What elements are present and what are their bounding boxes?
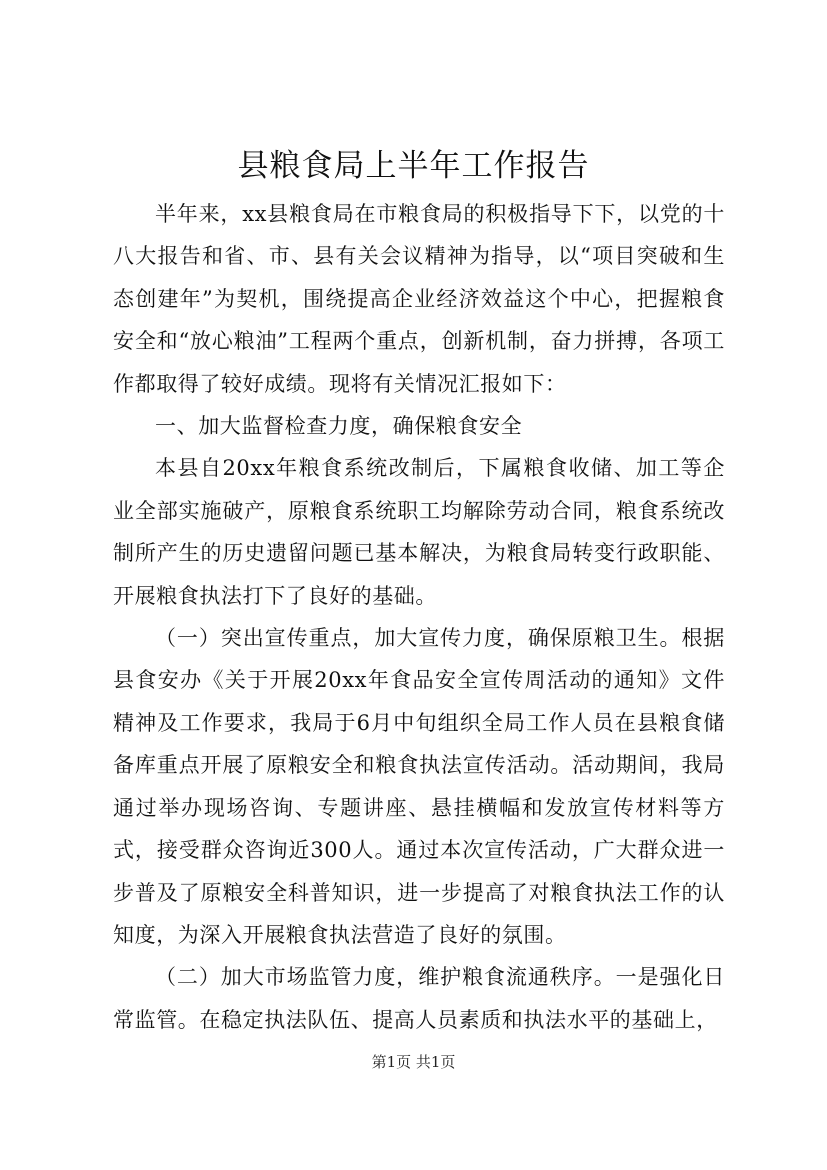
page-footer: 第1页 共1页 [371, 1053, 456, 1071]
paragraph-reform: 本县自20xx年粮食系统改制后，下属粮食收储、加工等企业全部实施破产，原粮食系统职工均解除劳动合同，粮食系统改制所产生的历史遗留问题已基本解决，为粮食局转变行政职能、开展粮食执法打下了良好的基础。 [113, 456, 725, 608]
paragraph-market-supervision: （二）加大市场监管力度，维护粮食流通秩序。一是强化日常监管。在稳定执法队伍、提高人员素质和执法水平的基础上， [113, 965, 725, 1032]
section-heading-1: 一、加大监督检查力度，确保粮食安全 [155, 414, 523, 439]
paragraph-publicity: （一）突出宣传重点，加大宣传力度，确保原粮卫生。根据县食安办《关于开展20xx年食品安全宣传周活动的通知》文件精神及工作要求，我局于6月中旬组织全局工作人员在县粮食储备库重点开展了原粮安全和粮食执法宣传活动。活动期间，我局通过举办现场咨询、专题讲座、悬挂横幅和发放宣传材料等方式，接受群众咨询近300人。通过本次宣传活动，广大群众进一步普及了原粮安全科普知识，进一步提高了对粮食执法工作的认知度，为深入开展粮食执法营造了良好的氛围。 [113, 626, 725, 947]
document-title: 县粮食局上半年工作报告 [237, 148, 590, 184]
paragraph-intro: 半年来，xx县粮食局在市粮食局的积极指导下下，以党的十八大报告和省、市、县有关会议精神为指导，以“项目突破和生态创建年”为契机，围绕提高企业经济效益这个中心，把握粮食安全和“放心粮油”工程两个重点，创新机制，奋力拼搏，各项工作都取得了较好成绩。现将有关情况汇报如下： [113, 202, 725, 396]
document-body [113, 193, 725, 1041]
